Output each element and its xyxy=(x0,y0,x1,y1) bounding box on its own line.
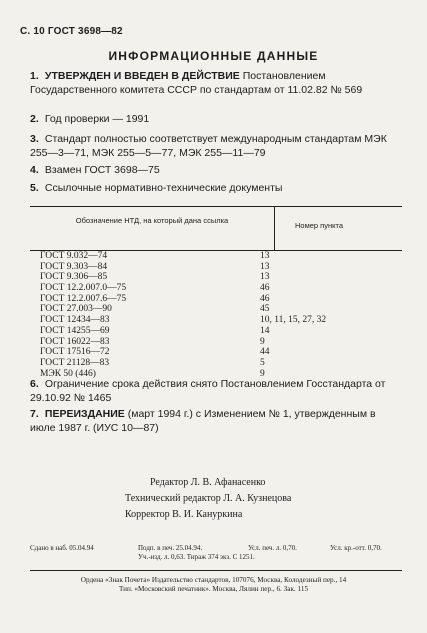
table-cell-document: ГОСТ 21128—83 xyxy=(40,357,110,368)
item-lead: Взамен ГОСТ 3698—75 xyxy=(44,164,160,176)
credits-block xyxy=(0,475,427,523)
item-number: 7. xyxy=(30,408,39,420)
print-info-signed: Подп. в печ. 25.04.94. xyxy=(138,544,203,552)
table-cell-clause: 46 xyxy=(260,283,270,294)
table-cell-clause: 10, 11, 15, 27, 32 xyxy=(260,315,327,326)
table-row xyxy=(30,272,402,283)
table-row xyxy=(30,337,402,348)
proofreader-line: Корректор В. И. Кануркина xyxy=(125,509,243,520)
table-cell-document: ГОСТ 9.032—74 xyxy=(40,251,108,261)
printer-line: Тип. «Московский печатник». Москва, Лялин пер., 6. Зак. 115 xyxy=(118,585,309,593)
table-row xyxy=(30,294,402,305)
table-cell-document: ГОСТ 9.306—85 xyxy=(40,272,108,283)
table-body xyxy=(30,251,402,379)
info-item-3 xyxy=(30,132,402,160)
table-cell-document: ГОСТ 12.2.007.6—75 xyxy=(40,293,127,304)
item-text: Ограничение срока действия снято Постановлением Госстандарта от 29.10.92 № 1465 xyxy=(30,378,386,404)
table-cell-document: ГОСТ 16022—83 xyxy=(40,336,110,347)
table-row xyxy=(30,251,402,262)
item-text: Ссылочные нормативно-технические документы xyxy=(44,182,283,194)
table-cell-document: ГОСТ 9.303—84 xyxy=(40,261,108,272)
table-cell-clause: 13 xyxy=(260,251,270,261)
table-cell-clause: 44 xyxy=(260,347,270,358)
table-cell-document: ГОСТ 12434—83 xyxy=(40,315,110,326)
table-row xyxy=(30,304,402,315)
publisher-line: Ордена «Знак Почета» Издательство стандартов, 107076, Москва, Колодезный пер., 14 xyxy=(80,576,347,584)
table-header-document: Обозначение НТД, на который дана ссылка xyxy=(75,216,229,225)
footer-rule xyxy=(30,570,402,571)
editor-line: Редактор Л. В. Афанасенко xyxy=(150,477,266,488)
item-number: 5. xyxy=(30,182,39,194)
print-info-impressions: Усл. кр.-отт. 0,70. xyxy=(330,544,382,552)
table-cell-clause: 5 xyxy=(260,357,265,368)
item-number: 1. xyxy=(30,70,39,82)
info-item-6 xyxy=(30,377,402,405)
item-lead: Год проверки — 1991 xyxy=(44,113,150,125)
table-row xyxy=(30,358,402,369)
table-row xyxy=(30,283,402,294)
print-info xyxy=(30,544,410,562)
table-cell-clause: 14 xyxy=(260,325,270,336)
table-row xyxy=(30,347,402,358)
table-cell-clause: 13 xyxy=(260,272,270,283)
page-header: С. 10 ГОСТ 3698—82 xyxy=(20,26,123,37)
print-info-edition: Уч.-изд. л. 0,63. Тираж 374 экз. С 1251. xyxy=(138,553,255,561)
table-row xyxy=(30,315,402,326)
table-row xyxy=(30,326,402,337)
print-info-sheets: Усл. печ. л. 0,70. xyxy=(248,544,297,552)
table-cell-clause: 46 xyxy=(260,293,270,304)
table-cell-clause: 9 xyxy=(260,336,265,347)
item-lead: УТВЕРЖДЕН И ВВЕДЕН В ДЕЙСТВИЕ xyxy=(44,70,240,82)
tech-editor-line: Технический редактор Л. А. Кузнецова xyxy=(125,493,292,504)
references-table xyxy=(30,206,402,379)
page-title: ИНФОРМАЦИОННЫЕ ДАННЫЕ xyxy=(108,49,319,63)
print-info-submitted: Сдано в наб. 05.04.94 xyxy=(30,544,94,552)
publisher-footer xyxy=(0,576,427,594)
item-number: 2. xyxy=(30,113,39,125)
item-text: Постановлением Государственного комитета СССР по стандартам от 11.02.82 № 569 xyxy=(30,70,363,96)
table-cell-clause: 13 xyxy=(260,261,270,272)
info-item-2 xyxy=(30,112,402,126)
item-number: 4. xyxy=(30,164,39,176)
info-item-5 xyxy=(30,181,402,195)
item-number: 3. xyxy=(30,133,39,145)
table-cell-document: МЭК 50 (446) xyxy=(40,368,96,379)
table-cell-document: ГОСТ 27.003—90 xyxy=(40,304,112,315)
table-cell-clause: 45 xyxy=(260,304,270,315)
info-item-7 xyxy=(30,407,402,435)
item-lead: ПЕРЕИЗДАНИЕ xyxy=(44,408,125,420)
table-header-clause: Номер пункта xyxy=(294,221,343,230)
item-text: Стандарт полностью соответствует международным стандартам МЭК 255—3—71, МЭК 255—5—77, МЭК 255—11—79 xyxy=(30,133,387,159)
item-number: 6. xyxy=(30,378,39,390)
table-cell-document: ГОСТ 17516—72 xyxy=(40,347,110,358)
table-cell-document: ГОСТ 12.2.007.0—75 xyxy=(40,283,127,294)
table-cell-clause: 9 xyxy=(260,368,265,379)
table-top-rule xyxy=(30,206,402,207)
table-row xyxy=(30,262,402,273)
item-text: (март 1994 г.) с Изменением № 1, утвержденным в июле 1987 г. (ИУС 10—87) xyxy=(30,408,376,434)
table-cell-document: ГОСТ 14255—69 xyxy=(40,325,110,336)
info-item-1 xyxy=(30,69,402,97)
info-item-4 xyxy=(30,163,402,177)
